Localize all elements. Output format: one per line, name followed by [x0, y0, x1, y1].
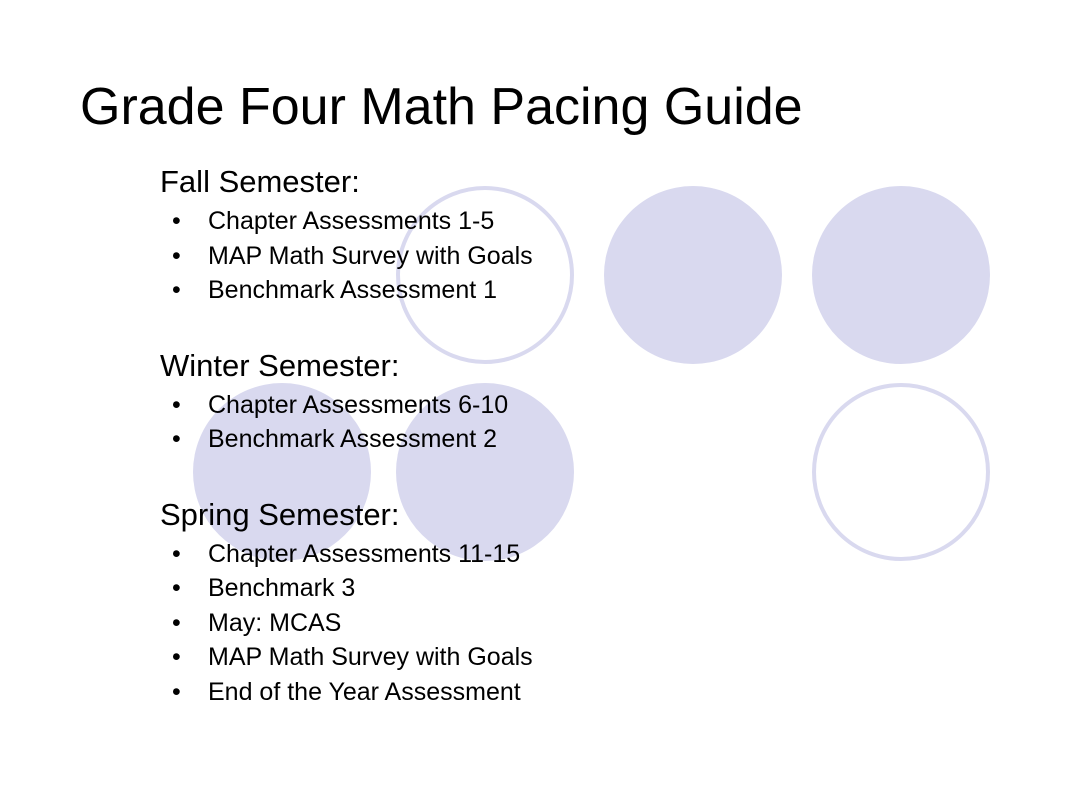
bullet-icon: • — [172, 574, 181, 602]
list-item — [172, 675, 860, 710]
bullet-icon: • — [172, 539, 181, 568]
list-item-text: Chapter Assessments 11-15 — [208, 539, 521, 568]
section-heading: Winter Semester: — [160, 347, 400, 383]
section-fall — [160, 160, 860, 308]
list-item-text: MAP Math Survey with Goals — [208, 241, 533, 270]
list-item-text: May: MCAS — [208, 608, 342, 637]
list-item-text: Benchmark Assessment 1 — [208, 276, 498, 304]
bullet-list — [172, 204, 860, 308]
list-item — [172, 640, 860, 675]
bullet-icon: • — [172, 241, 181, 270]
list-item — [172, 204, 860, 239]
section-spring — [160, 493, 860, 710]
list-item — [172, 606, 860, 641]
bullet-icon: • — [172, 390, 181, 419]
list-item-text: Benchmark 3 — [208, 574, 356, 602]
list-item — [172, 388, 860, 423]
section-spacer — [160, 308, 860, 344]
section-spacer — [160, 457, 860, 493]
list-item — [172, 422, 860, 457]
list-item — [172, 239, 860, 274]
bullet-icon: • — [172, 677, 181, 706]
bullet-icon: • — [172, 276, 181, 304]
section-heading: Fall Semester: — [160, 164, 360, 199]
slide-content — [160, 160, 860, 709]
list-item-text: End of the Year Assessment — [208, 677, 521, 706]
bullet-list — [172, 537, 860, 710]
section-heading: Spring Semester: — [160, 496, 400, 532]
bullet-icon: • — [172, 207, 181, 235]
slide-title: Grade Four Math Pacing Guide — [80, 78, 803, 136]
list-item-text: MAP Math Survey with Goals — [208, 643, 533, 671]
bullet-icon: • — [172, 643, 181, 671]
list-item-text: Benchmark Assessment 2 — [208, 425, 498, 453]
bullet-icon: • — [172, 608, 181, 637]
bullet-icon: • — [172, 425, 181, 453]
list-item — [172, 537, 860, 572]
list-item — [172, 273, 860, 308]
list-item-text: Chapter Assessments 6-10 — [208, 390, 509, 419]
list-item-text: Chapter Assessments 1-5 — [208, 207, 495, 235]
section-winter — [160, 344, 860, 457]
bullet-list — [172, 388, 860, 457]
list-item — [172, 571, 860, 606]
